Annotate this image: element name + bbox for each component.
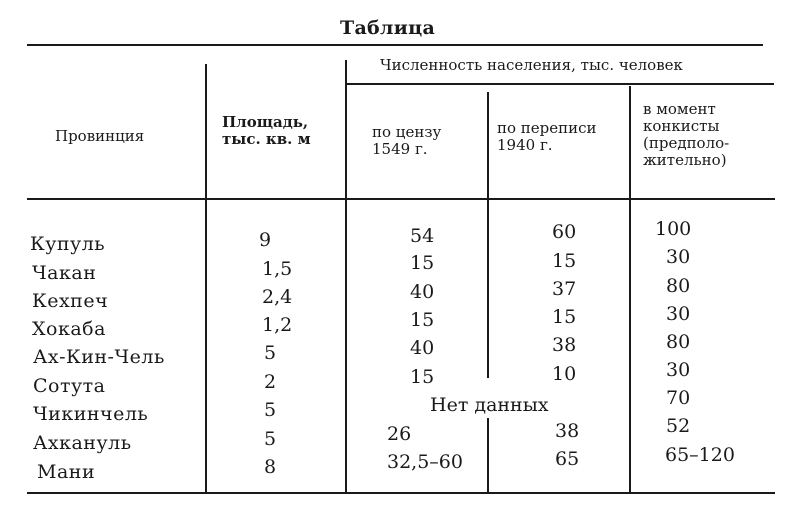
header-area: Площадь, тыс. кв. м — [222, 113, 311, 148]
header-province: Провинция — [55, 127, 145, 145]
col-divider-4 — [629, 86, 631, 492]
cell-census-1940: 15 — [552, 306, 577, 328]
col-divider-1 — [205, 64, 207, 492]
cell-area: 5 — [264, 342, 277, 364]
cell-census-1549: 15 — [410, 309, 435, 331]
cell-area: 5 — [264, 428, 277, 450]
cell-conquest: 70 — [666, 387, 691, 409]
cell-area: 5 — [264, 399, 277, 421]
header-population-group: Численность населения, тыс. человек — [380, 56, 683, 74]
header-census-1549: по цензу 1549 г. — [372, 123, 442, 158]
cell-conquest: 30 — [666, 359, 691, 381]
cell-census-1549: 32,5–60 — [387, 451, 463, 473]
cell-province: Сотута — [33, 375, 106, 397]
cell-area: 8 — [264, 456, 277, 478]
cell-area: 2 — [264, 371, 277, 393]
cell-conquest: 65–120 — [665, 444, 735, 466]
cell-area: 1,2 — [262, 314, 293, 336]
col-divider-2 — [345, 60, 347, 492]
cell-conquest: 52 — [666, 415, 691, 437]
cell-province: Купуль — [30, 233, 106, 255]
cell-census-1940: 38 — [552, 334, 577, 356]
cell-census-1549: 26 — [387, 423, 412, 445]
cell-census-1549: 40 — [410, 281, 435, 303]
cell-province: Мани — [37, 461, 96, 483]
cell-area: 1,5 — [262, 258, 293, 280]
top-rule — [27, 44, 763, 46]
cell-census-1549: 15 — [410, 252, 435, 274]
header-census-1940: по переписи 1940 г. — [497, 119, 597, 154]
cell-province: Ах-Кин-Чель — [33, 346, 165, 368]
cell-census-1940: 37 — [552, 278, 577, 300]
col-divider-3-upper — [487, 92, 489, 378]
cell-conquest: 30 — [666, 246, 691, 268]
header-bottom-rule — [27, 198, 775, 200]
table-title: Таблица — [340, 17, 436, 39]
cell-census-1549: 15 — [410, 366, 435, 388]
cell-conquest: 100 — [655, 218, 692, 240]
cell-census-1549: 54 — [410, 225, 435, 247]
cell-conquest: 30 — [666, 303, 691, 325]
cell-census-1940: 15 — [552, 250, 577, 272]
population-group-rule — [346, 83, 774, 85]
cell-census-1940: 65 — [555, 448, 580, 470]
cell-conquest: 80 — [666, 331, 691, 353]
header-conquest: в момент конкисты (предполо- жительно) — [643, 100, 730, 169]
cell-province: Ахкануль — [33, 432, 132, 454]
cell-province: Хокаба — [32, 318, 106, 340]
bottom-rule — [27, 492, 775, 494]
cell-area: 2,4 — [262, 286, 293, 308]
cell-census-1940: 10 — [552, 363, 577, 385]
cell-province: Чикинчель — [33, 403, 149, 425]
cell-conquest: 80 — [666, 275, 691, 297]
cell-province: Кехпеч — [32, 290, 109, 312]
cell-area: 9 — [259, 229, 272, 251]
cell-census-1549: 40 — [410, 337, 435, 359]
cell-census-1940: 38 — [555, 420, 580, 442]
col-divider-3-lower — [487, 418, 489, 492]
cell-census-1940: 60 — [552, 221, 577, 243]
cell-no-data: Нет данных — [430, 394, 549, 416]
cell-province: Чакан — [32, 262, 97, 284]
